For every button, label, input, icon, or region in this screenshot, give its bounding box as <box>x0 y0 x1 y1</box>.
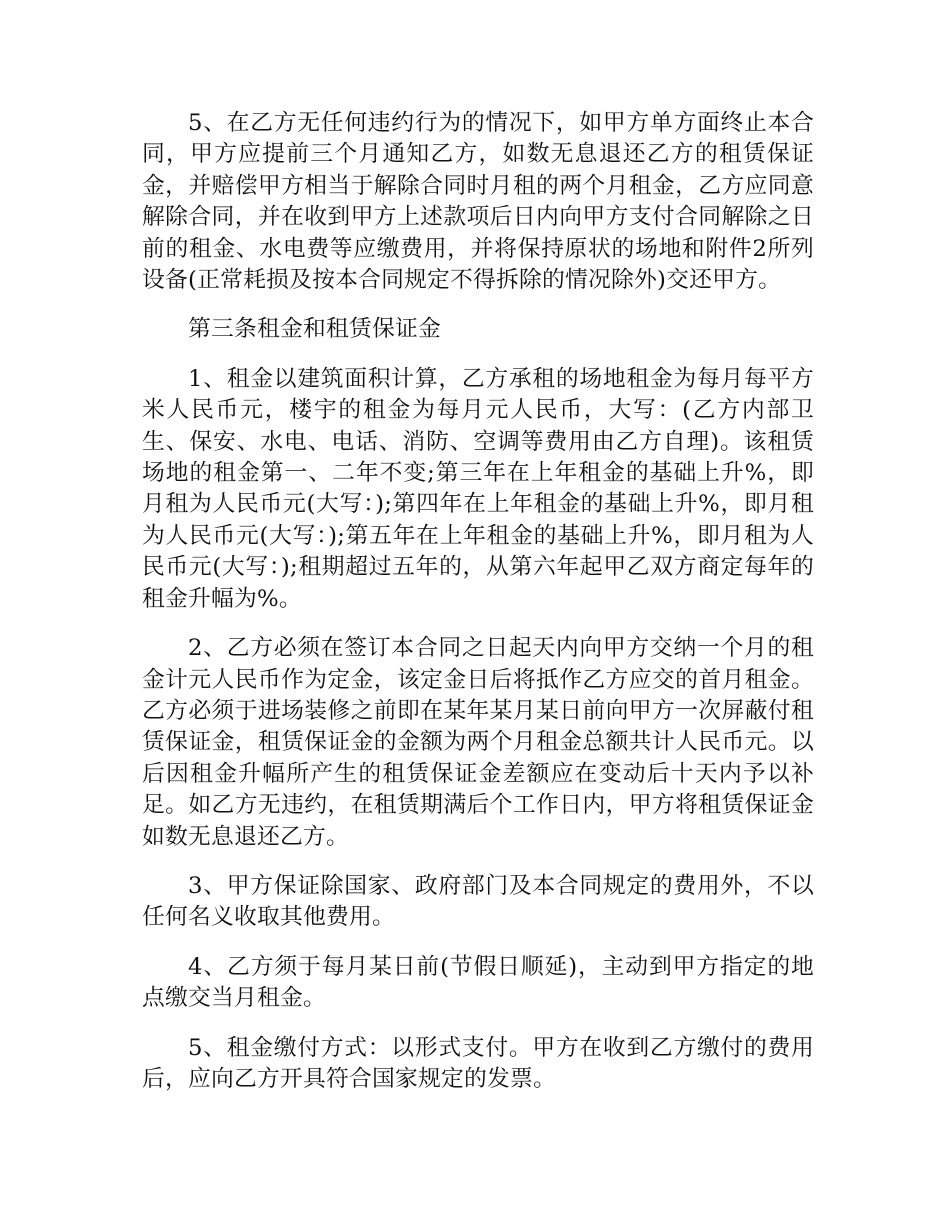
document-page <box>142 108 814 1113</box>
clause-3-fees: 3、甲方保证除国家、政府部门及本合同规定的费用外，不以任何名义收取其他费用。 <box>142 872 814 931</box>
clause-4-payment-date: 4、乙方须于每月某日前(节假日顺延)，主动到甲方指定的地点缴交当月租金。 <box>142 953 814 1012</box>
clause-2-deposit: 2、乙方必须在签订本合同之日起天内向甲方交纳一个月的租金计元人民币作为定金，该定金日后将抵作乙方应交的首月租金。乙方必须于进场装修之前即在某年某月某日前向甲方一次屏蔽付租赁保证金，租赁保证金的金额为两个月租金总额共计人民币元。以后因租金升幅所产生的租赁保证金差额应在变动后十天内予以补足。如乙方无违约，在租赁期满后个工作日内，甲方将租赁保证金如数无息退还乙方。 <box>142 635 814 850</box>
clause-5-payment-method: 5、租金缴付方式：以形式支付。甲方在收到乙方缴付的费用后，应向乙方开具符合国家规定的发票。 <box>142 1034 814 1092</box>
clause-5-termination: 5、在乙方无任何违约行为的情况下，如甲方单方面终止本合同，甲方应提前三个月通知乙方，如数无息退还乙方的租赁保证金，并赔偿甲方相当于解除合同时月租的两个月租金，乙方应同意解除合同，并在收到甲方上述款项后日内向甲方支付合同解除之日前的租金、水电费等应缴费用，并将保持原状的场地和附件2所列设备(正常耗损及按本合同规定不得拆除的情况除外)交还甲方。 <box>142 110 814 294</box>
article-3-heading: 第三条租金和租赁保证金 <box>188 316 441 343</box>
clause-1-rent: 1、租金以建筑面积计算，乙方承租的场地租金为每月每平方米人民币元，楼宇的租金为每月元人民币，大写：(乙方内部卫生、保安、水电、电话、消防、空调等费用由乙方自理)。该租赁场地的租金第一、二年不变;第三年在上年租金的基础上升%，即月租为人民币元(大写：);第四年在上年租金的基础上升%，即月租为人民币元(大写：);第五年在上年租金的基础上升%，即月租为人民币元(大写：);租期超过五年的，从第六年起甲乙双方商定每年的租金升幅为%。 <box>142 365 814 612</box>
